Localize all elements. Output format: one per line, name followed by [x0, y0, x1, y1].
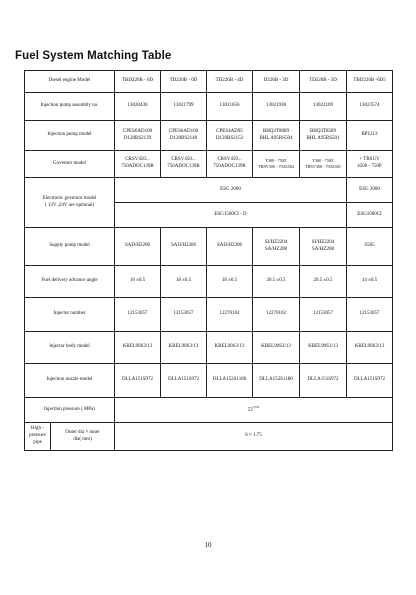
model-header: TBD226B -6D5 — [347, 71, 393, 93]
row-pressure — [25, 398, 393, 423]
cell: 18 ±0.5 — [207, 266, 253, 298]
cell: BP1213 — [347, 121, 393, 151]
cell: KBEL90S3/13 — [347, 332, 393, 364]
row-nozzle — [25, 364, 393, 398]
cell: SAD/H2206 — [207, 228, 253, 266]
label-supply-pump: Supply pump model — [25, 228, 115, 266]
row-pump-assembly — [25, 93, 393, 121]
cell: CRSV450... 750ADOC139R — [161, 151, 207, 178]
cell: KBEL90S3/13 — [115, 332, 161, 364]
cell: + TRSUV 4500 - 750P — [347, 151, 393, 178]
cell: 12153057 — [115, 298, 161, 332]
cell: T300 - 750Z TRSV300 - 750A501 — [300, 151, 347, 178]
cell: 12270162 — [253, 298, 300, 332]
cell: 14 ±0.5 — [347, 266, 393, 298]
cell: SI/HZ2204 SA/HZ208 — [253, 228, 300, 266]
cell: KBEL90S3/13 — [161, 332, 207, 364]
row-electronic-governor-a — [25, 178, 393, 203]
row-governor — [25, 151, 393, 178]
row-pump-model — [25, 121, 393, 151]
model-header: TBD226B - 6D — [115, 71, 161, 93]
label-injector-number: Injector number — [25, 298, 115, 332]
cell: T300 - 750Z TRSV300 - 750A504 — [253, 151, 300, 178]
label-advance-angle: Fuel delivery advance angle — [25, 266, 115, 298]
cell: DLLA151S972 — [300, 364, 347, 398]
cell: KBEL90S3/13 — [300, 332, 347, 364]
cell: 18 ±0.5 — [161, 266, 207, 298]
cell: 13021799 — [161, 93, 207, 121]
cell: DLLA152S1180 — [253, 364, 300, 398]
cell: SI/HZ2204 SA/HZ208 — [300, 228, 347, 266]
cell: 16 ±0.5 — [115, 266, 161, 298]
model-header: TD226B - 3D — [300, 71, 347, 93]
cell: 13021656 — [207, 93, 253, 121]
cell: CRSV450... 750ADOC139R — [115, 151, 161, 178]
cell: 20.5 ±0.5 — [253, 266, 300, 298]
cell: ESG1500CI - D — [115, 203, 347, 228]
page-number: 10 — [204, 541, 212, 549]
cell: 12153057 — [161, 298, 207, 332]
page-title: Fuel System Matching Table — [15, 50, 172, 62]
cell: 12153057 — [300, 298, 347, 332]
label-pump-assembly: Injection pump assembly no. — [25, 93, 115, 121]
label-injection-pressure: Injection pressure ( MPa) — [25, 398, 115, 423]
cell: DLLA151S972 — [115, 364, 161, 398]
cell: SAD/H2206 — [161, 228, 207, 266]
cell: BHQ3T8589 BHL A95RS501 — [300, 121, 347, 151]
cell: $22^{+0.8}$ — [115, 398, 393, 423]
cell: KBEL90S3/13 — [253, 332, 300, 364]
model-header: D226B - 3D — [253, 71, 300, 93]
cell: KBEL90S3/13 — [207, 332, 253, 364]
label-pump-model: Injection pump model — [25, 121, 115, 151]
row-supply-pump — [25, 228, 393, 266]
row-injector-number — [25, 298, 393, 332]
cell: 20.5 ±0.5 — [300, 266, 347, 298]
label-outer-inner-dia: Outer dia × inner dia( mm) — [51, 423, 115, 451]
row-advance-angle — [25, 266, 393, 298]
cell: BHQ3T8089 BHL A95RS504 — [253, 121, 300, 151]
row-diesel-model — [25, 71, 393, 93]
cell: 13022109 — [300, 93, 347, 121]
cell: CPES6AD100 D120RS2140 — [161, 121, 207, 151]
cell: CRSV450... 750ADOC139R — [207, 151, 253, 178]
cell: ESG 2000 — [347, 178, 393, 203]
label-high-pressure-pipe: High - pressure pipe — [25, 423, 51, 451]
label-governor-model: Governor model — [25, 151, 115, 178]
cell: DLLA151S972 — [347, 364, 393, 398]
label-electronic-governor: Electronic governor model ( 12V ,24V are optional) — [25, 178, 115, 228]
cell: SAD/H2206 — [115, 228, 161, 266]
cell: DLLA152S1180 — [207, 364, 253, 398]
cell: 13021938 — [253, 93, 300, 121]
cell: CPES4AD95 D120RS2152 — [207, 121, 253, 151]
cell: ESG1000CI — [347, 203, 393, 228]
label-nozzle: Injection nozzle model — [25, 364, 115, 398]
model-header: TD226B - 4D — [207, 71, 253, 93]
cell: S505 — [347, 228, 393, 266]
cell: 6 × 1.75 — [115, 423, 393, 451]
label-injector-body: Injector body model — [25, 332, 115, 364]
cell: 12270162 — [207, 298, 253, 332]
cell: CPES6AD100 D120RS2139 — [115, 121, 161, 151]
cell: 13023574 — [347, 93, 393, 121]
cell: 12153057 — [347, 298, 393, 332]
cell: DLLA151S972 — [161, 364, 207, 398]
model-header: TD226B - 6D — [161, 71, 207, 93]
row-injector-body — [25, 332, 393, 364]
row-pipe — [25, 423, 393, 451]
cell: ESG 2000 — [115, 178, 347, 203]
cell: 13020436 — [115, 93, 161, 121]
label-diesel-engine-model: Diesel engine Model — [25, 71, 115, 93]
fuel-system-matching-table — [24, 70, 393, 451]
